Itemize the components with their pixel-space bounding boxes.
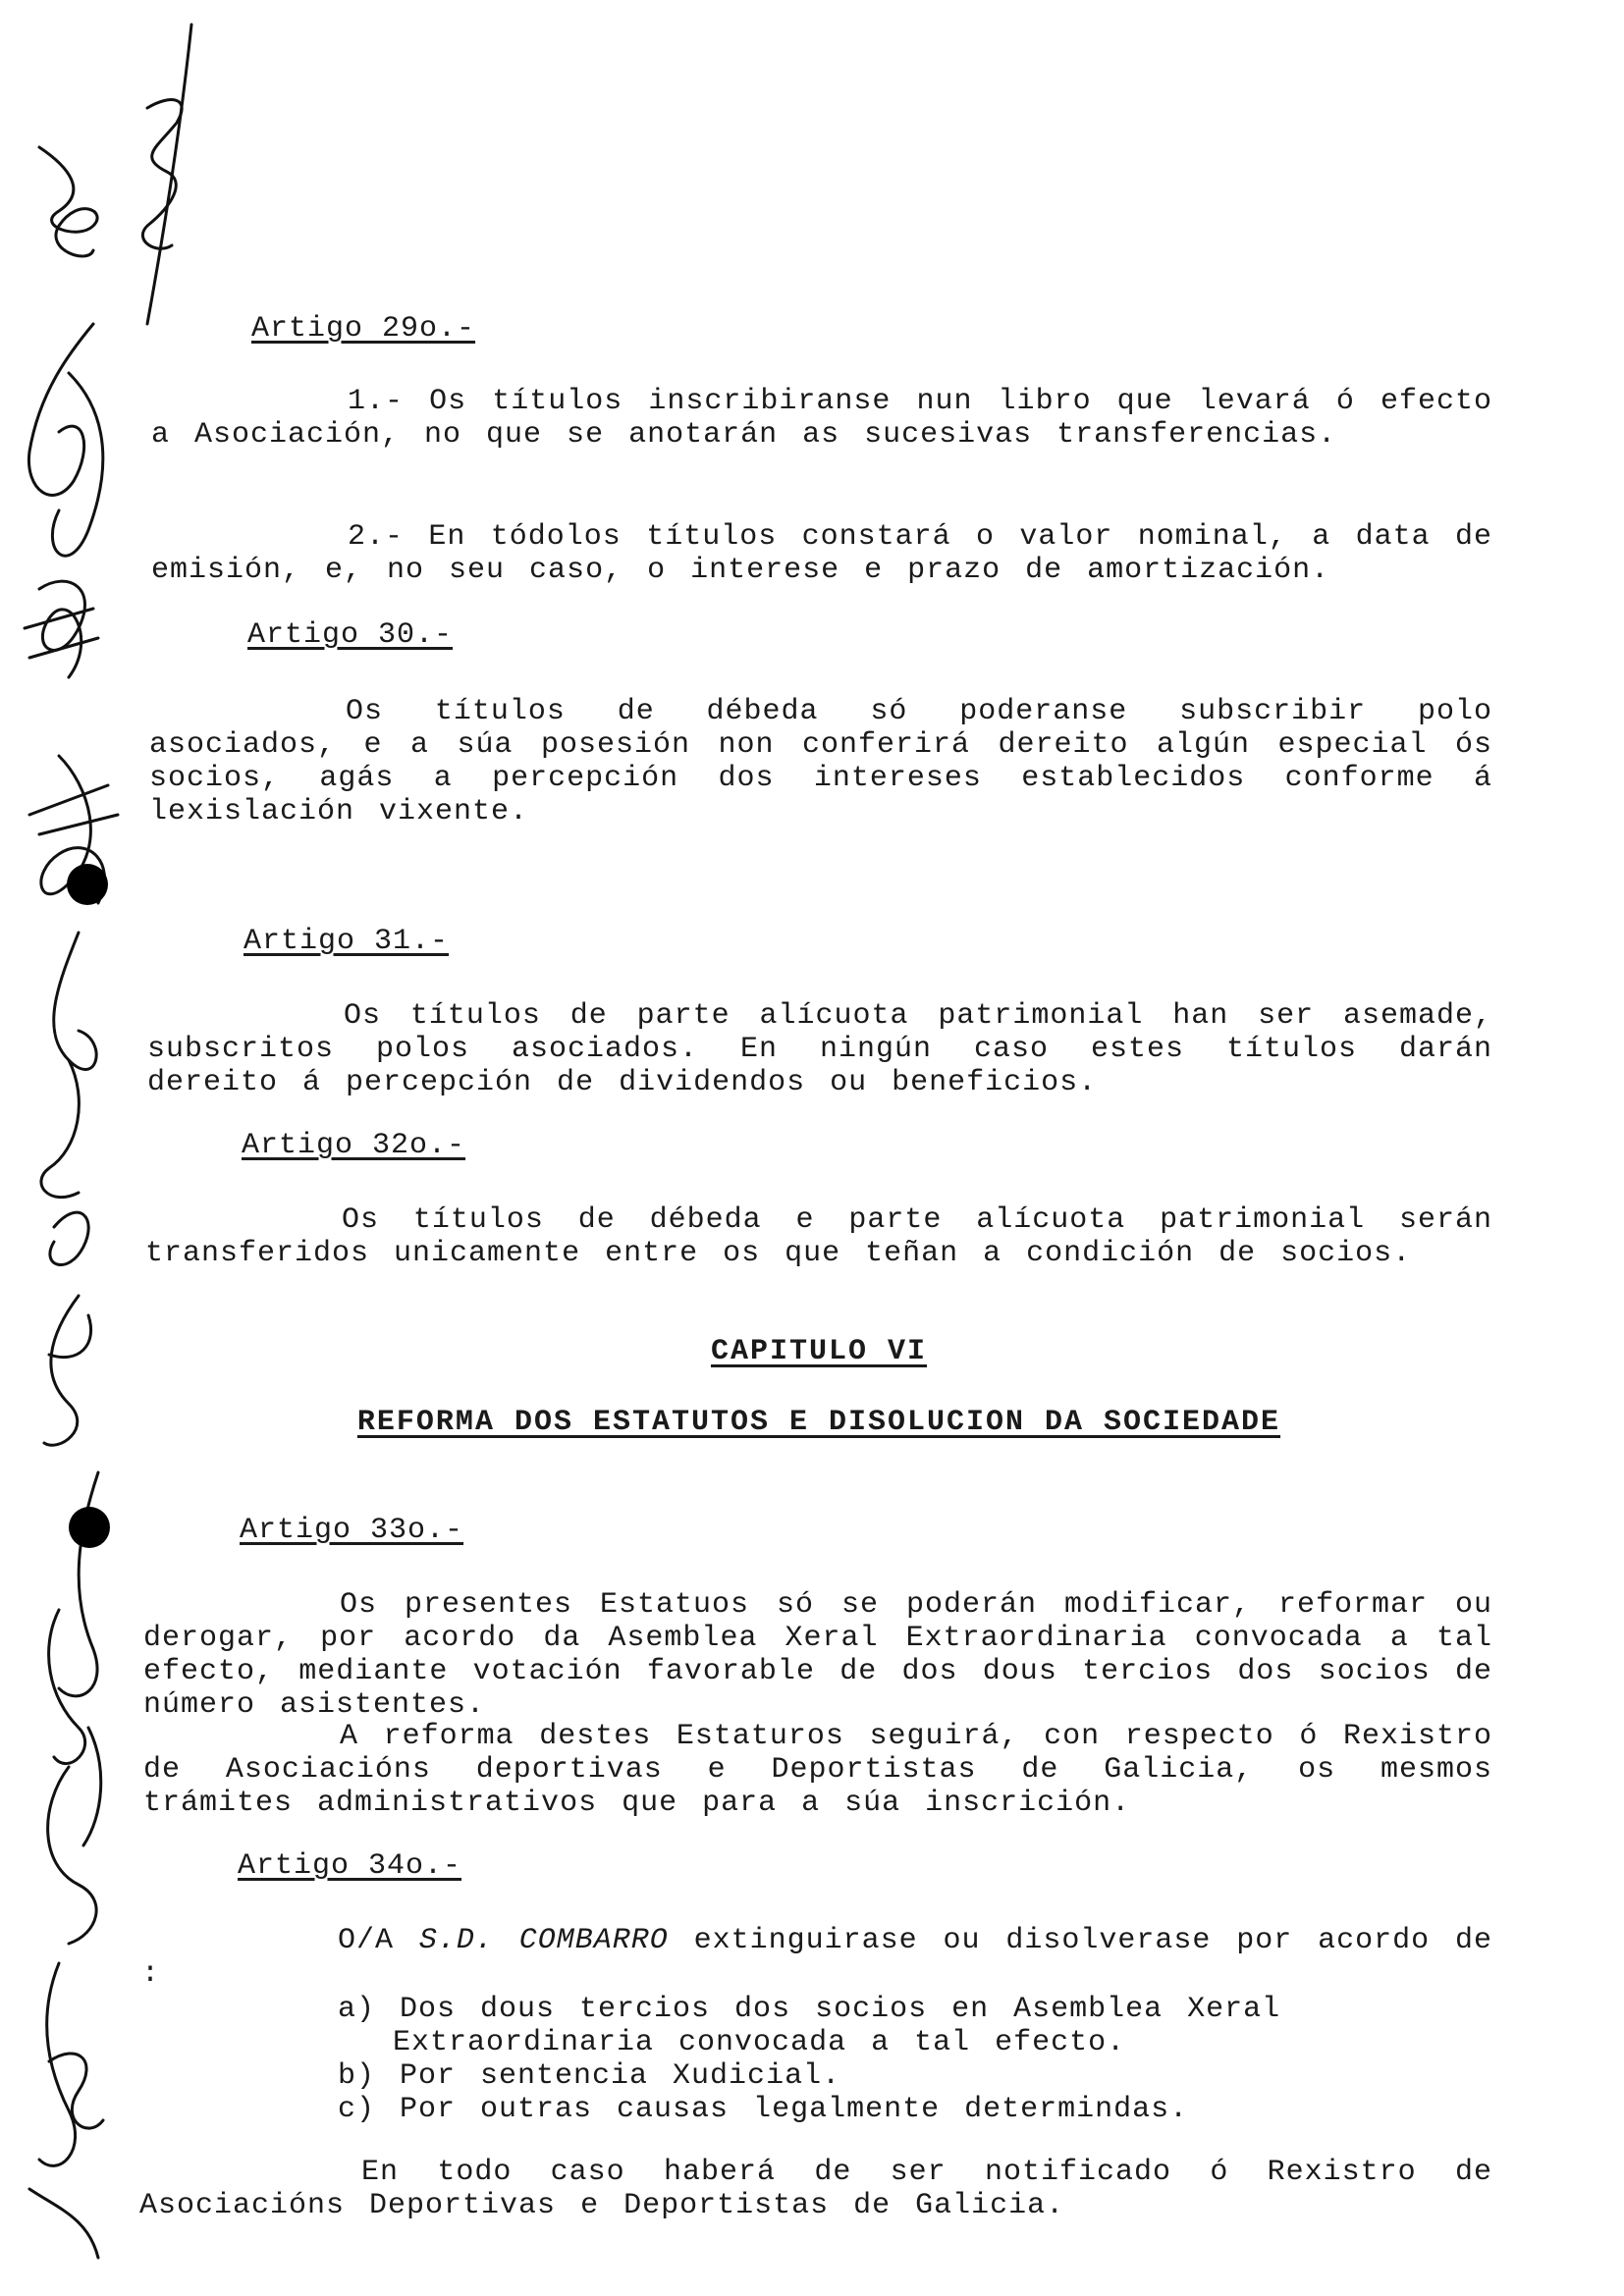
- article-31-paragraph: [147, 999, 1492, 1099]
- article-32-heading: Artigo 32o.-: [242, 1129, 466, 1162]
- article-30-text: Os títulos de débeda só poderanse subscribir polo asociados, e a súa posesión non conferirá dereito algún especial ós socios, agás a percepción dos intereses establecidos conforme á lexislación vixente.: [149, 695, 1492, 828]
- list-item: c) Por outras causas legalmente determindas.: [338, 2093, 1189, 2126]
- binder-hole: [67, 864, 108, 905]
- signature-stroke: [50, 1212, 88, 1264]
- list-item: b) Por sentencia Xudicial.: [338, 2059, 841, 2093]
- article-29-text-2: 2.- En tódolos títulos constará o valor nominal, a data de emisión, e, no seu caso, o interese e prazo de amortización.: [151, 520, 1492, 587]
- article-29-paragraph-1: [151, 385, 1492, 452]
- article-31-heading: Artigo 31.-: [244, 925, 450, 958]
- article-33-text-1: Os presentes Estatuos só se poderán modificar, reformar ou derogar, por acordo da Asemblea Xeral Extraordinaria convocada a tal efecto, mediante votación favorable de dos dous tercios dos socios de número asistentes.: [143, 1588, 1492, 1722]
- article-33-heading: Artigo 33o.-: [240, 1514, 464, 1547]
- article-34-heading: Artigo 34o.-: [238, 1849, 462, 1883]
- signature-stroke: [39, 147, 97, 256]
- article-34-closing-text: En todo caso haberá de ser notificado ó Rexistro de Asociacións Deportivas e Deportistas de Galicia.: [139, 2156, 1492, 2222]
- article-32-paragraph: [145, 1203, 1492, 1270]
- list-item: a) Dos dous tercios dos socios en Asemblea Xeral: [338, 1993, 1281, 2026]
- list-item: Extraordinaria convocada a tal efecto.: [393, 2026, 1126, 2059]
- binder-hole: [69, 1507, 110, 1548]
- article-31-text: Os títulos de parte alícuota patrimonial han ser asemade, subscritos polos asociados. En ningún caso estes títulos darán dereito á percepción de dividendos ou beneficios.: [147, 999, 1492, 1099]
- article-34-intro-text: [141, 1924, 1492, 1991]
- club-name: S.D. COMBARRO: [418, 1924, 669, 1957]
- signature-stroke: [54, 933, 96, 1069]
- article-29-heading: Artigo 29o.-: [251, 312, 476, 346]
- signature-stroke: [49, 1610, 85, 1764]
- article-30-heading: Artigo 30.-: [247, 618, 454, 652]
- article-34-closing: [139, 2156, 1492, 2222]
- article-34-intro: [141, 1924, 1492, 1991]
- chapter-subtitle: REFORMA DOS ESTATUTOS E DISOLUCION DA SOCIEDADE: [356, 1406, 1281, 1439]
- signature-stroke: [49, 2054, 103, 2128]
- signature-stroke: [44, 1296, 79, 1445]
- signature-stroke: [28, 324, 93, 495]
- signature-stroke: [29, 2189, 98, 2258]
- chapter-title: CAPITULO VI: [710, 1335, 928, 1368]
- article-33-text-2: A reforma destes Estaturos seguirá, con respecto ó Rexistro de Asociacións deportivas e Deportistas de Galicia, os mesmos trámites administrativos que para a súa inscrición.: [143, 1720, 1492, 1820]
- article-33-paragraph-2: [143, 1720, 1492, 1820]
- signature-stroke: [59, 1472, 98, 1696]
- article-33-paragraph-1: [143, 1588, 1492, 1722]
- signature-stroke: [41, 1060, 79, 1198]
- signature-stroke: [39, 581, 84, 677]
- signature-stroke: [48, 1767, 96, 1944]
- signature-stroke: [25, 609, 98, 658]
- article-29-paragraph-2: [151, 520, 1492, 587]
- article-30-paragraph: [149, 695, 1492, 828]
- intro-suffix: extinguirase ou disolverase por acordo de :: [141, 1924, 1492, 1991]
- article-34-list: [338, 1993, 1492, 2126]
- article-32-text: Os títulos de débeda e parte alícuota patrimonial serán transferidos unicamente entre os que teñan a condición de socios.: [145, 1203, 1492, 1270]
- intro-prefix: O/A: [338, 1924, 419, 1957]
- signature-stroke: [29, 785, 118, 834]
- article-29-text-1: 1.- Os títulos inscribiranse nun libro que levará ó efecto a Asociación, no que se anotarán as sucesivas transferencias.: [151, 385, 1492, 452]
- signature-stroke: [39, 1963, 76, 2165]
- signature-stroke: [52, 373, 102, 556]
- signature-stroke: [142, 100, 182, 249]
